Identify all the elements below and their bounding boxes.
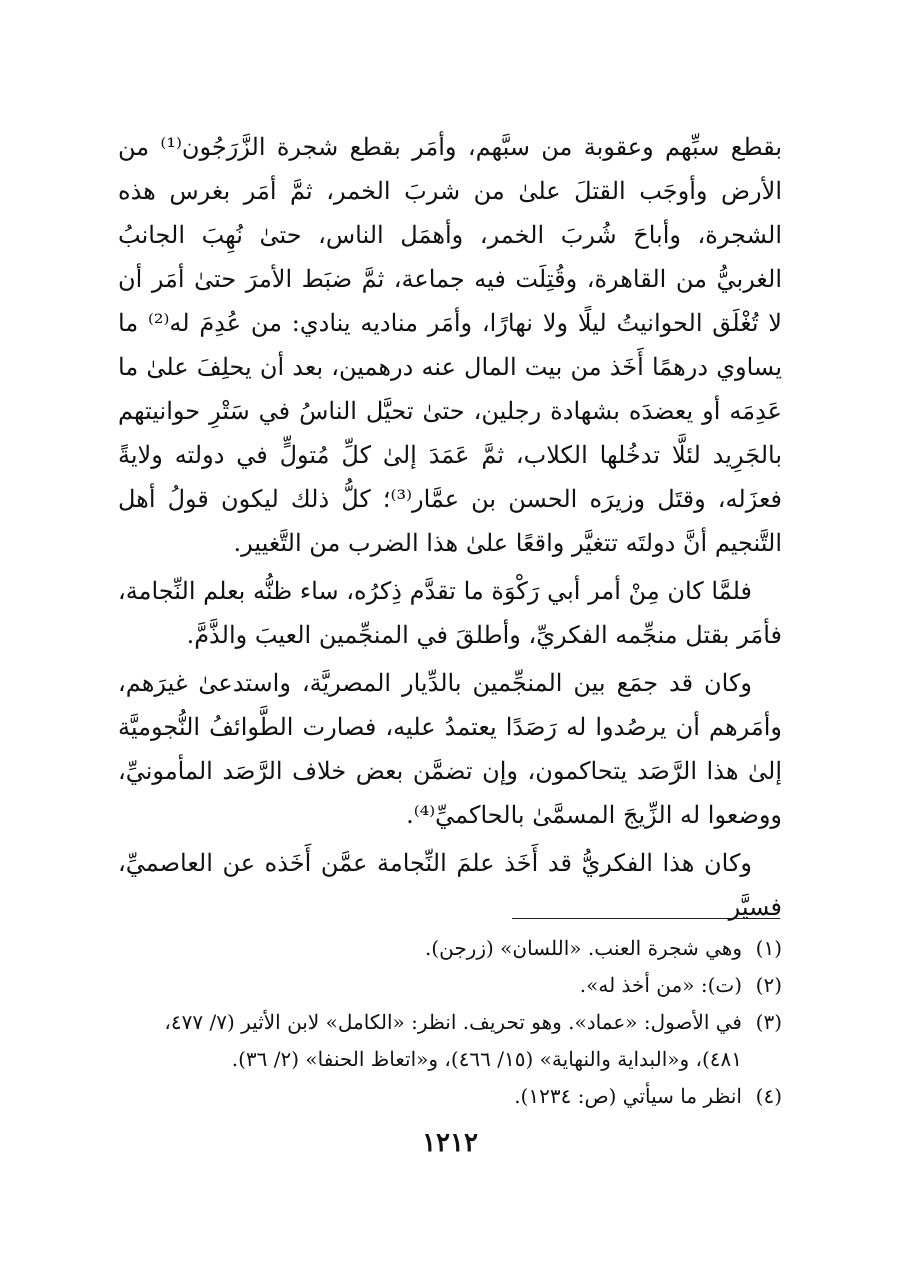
footnote-number: (١): [755, 936, 782, 960]
footnote-item: [118, 930, 782, 967]
footnote-number: (٤): [755, 1084, 782, 1108]
footnote-text: وهي شجرة العنب. «اللسان» (زرجن).: [424, 936, 742, 960]
footnote-separator: [512, 918, 780, 919]
footnote-number: (٣): [755, 1010, 782, 1034]
footnote-text: (ت): «من أخذ له».: [579, 973, 742, 997]
paragraph-1: بقطع سبِّهم وعقوبة من سبَّهم، وأمَر بقطع شجرة الزَّرَجُون⁽¹⁾ من الأرض وأوجَب القتلَ علىٰ من شربَ الخمر، ثمَّ أمَر بغرس هذه الشجرة، وأباحَ شُربَ الخمر، وأهمَل الناس، حتىٰ نُهِبَ الجانبُ الغربيُّ من القاهرة، وقُتِلَت فيه جماعة، ثمَّ ضبَط الأمرَ حتىٰ أمَر أن لا تُغْلَق الحوانيتُ ليلًا ولا نهارًا، وأمَر مناديه ينادي: من عُدِمَ له⁽²⁾ ما يساوي درهمًا أَخَذ من بيت المال عنه درهمين، بعد أن يحلِفَ علىٰ ما عَدِمَه أو يعضدَه بشهادة رجلين، حتىٰ تحيَّل الناسُ في سَتْرِ حوانيتهم بالجَرِيد لئلَّا تدخُلها الكلاب، ثمَّ عَمَدَ إلىٰ كلِّ مُتولٍّ في دولته ولايةً فعزَله، وقتَل وزيرَه الحسن بن عمَّار⁽³⁾؛ كلُّ ذلك ليكون قولُ أهل التَّنجيم أنَّ دولتَه تتغيَّر واقعًا علىٰ هذا الضرب من التَّغيير.: [118, 133, 783, 557]
footnote-item: [118, 1004, 782, 1078]
footnote-text: في الأصول: «عماد». وهو تحريف. انظر: «الكامل» لابن الأثير (٧/ ٤٧٧، ٤٨١)، و«البداية والنهاية» (١٥/ ٤٦٦)، و«اتعاظ الحنفا» (٢/ ٣٦).: [164, 1010, 742, 1071]
page-number: ١٢١٢: [422, 1128, 478, 1158]
main-text: [118, 125, 782, 933]
footnotes: [118, 930, 782, 1115]
footnote-item: [118, 1078, 782, 1115]
footnote-text: انظر ما سيأتي (ص: ١٢٣٤).: [514, 1084, 742, 1108]
paragraph-4: وكان هذا الفكريُّ قد أَخَذ علمَ النِّجامة عمَّن أَخَذه عن العاصميِّ، فسيَّر: [118, 849, 782, 921]
paragraph-2: فلمَّا كان مِنْ أمر أبي رَكْوَة ما تقدَّم ذِكرُه، ساء ظنُّه بعلم النِّجامة، فأمَر بقتل منجِّمه الفكريِّ، وأطلقَ في المنجِّمين العيبَ والذَّمَّ.: [118, 577, 782, 649]
paragraph-3: وكان قد جمَع بين المنجِّمين بالدِّيار المصريَّة، واستدعىٰ غيرَهم، وأمَرهم أن يرصُدوا له رَصَدًا يعتمدُ عليه، فصارت الطَّوائفُ النُّجوميَّة إلىٰ هذا الرَّصَد يتحاكمون، وإن تضمَّن بعض خلاف الرَّصَد المأمونيِّ، ووضعوا له الزِّيجَ المسمَّىٰ بالحاكميِّ⁽⁴⁾.: [118, 669, 783, 829]
footnote-number: (٢): [755, 973, 782, 997]
footnote-item: [118, 967, 782, 1004]
